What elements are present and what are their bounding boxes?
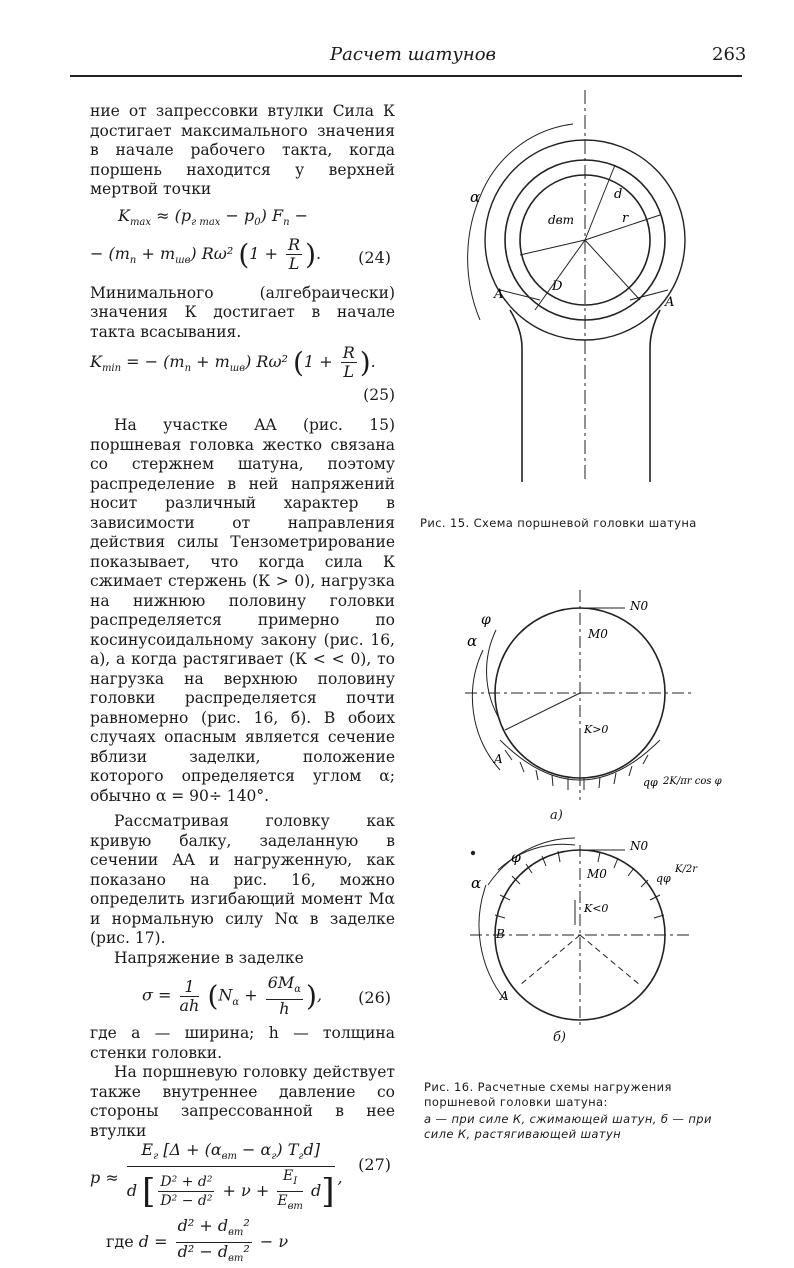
fig16b-label-kneg: K<0 — [584, 902, 609, 915]
page-number: 263 — [712, 44, 747, 65]
fig15-label-D: D — [552, 279, 563, 294]
fig16a-label-qformula: 2K/πr cos φ — [663, 776, 722, 787]
fig16b-label-a: A — [500, 989, 509, 1003]
fig16b-label-qformula: K/2r — [675, 864, 697, 875]
paragraph-1: ние от запрессовки втулки Сила К достигает максимального значения в начале рабочего такта, когда поршень находится у верхней мертвой точки — [90, 102, 395, 198]
equation-26: σ = $\frac{1}{ah}$ ($N_\alpha$ + $\frac{6M_\alpha}{h}$ ), (26) — [142, 973, 391, 1019]
fig16b-label-m0: M0 — [587, 867, 607, 881]
equation-d-definition: где d = $\frac{d^2 + d_{вт}^2}{d^2 - d_{вт}^2}$ − ν — [106, 1216, 289, 1265]
fig15-label-a-left: A — [494, 287, 504, 302]
paragraph-2: Минимального (алгебраически) значения К достигает в начале такта всасывания. — [90, 283, 395, 341]
figure-16b-label: б) — [553, 1030, 567, 1045]
fig16a-label-phi: φ — [481, 612, 491, 628]
paragraph-3: На участке AA (рис. 15) поршневая головка жестко связана со стержнем шатуна, поэтому распределение в ней напряжений носит различный характер в зависимости от направления действия силы Тензометрирование показывает, что когда сила К сжимает стержень (К > 0), нагрузка на нижнюю половину головки распределяется примерно по косинусоидальному закону (рис. 16, а), а когда растягивает (К < < 0), то нагрузка на верхнюю половину головки распределяется почти равномерно (рис. 16, б). В обоих случаях опасным является сечение вблизи заделки, положение которого определяется углом α; обычно α = 90÷ 140°. — [90, 416, 395, 805]
equation-24-number: (24) — [358, 247, 391, 267]
fig16b-label-qphi: qφ — [656, 872, 671, 885]
equation-25-number: (25) — [363, 386, 395, 404]
text-column — [90, 102, 395, 1265]
equation-27: p ≈ $E_г$ [$\Delta + (\alpha_{вт} - \alpha_г)$ $T_гd$] d [ $\frac{\text{D² + d²}}{\text{D² − d²}}$ + ν + $\frac{E_I}{E_{вт}}$ d] , (27) — [90, 1140, 391, 1212]
paragraph-7: На поршневую головку действует также внутреннее давление со стороны запрессованной в нее втулки — [90, 1063, 395, 1140]
paragraph-5: Напряжение в заделке — [114, 948, 304, 967]
fig16a-label-qphi: qφ — [643, 776, 658, 789]
fig15-label-r: r — [622, 211, 629, 226]
equation-26-number: (26) — [358, 988, 391, 1007]
equation-24-line-1: $K_{max} \approx (p_{г max} - p_0) F_п$ − — [118, 205, 309, 228]
equation-24-line-2: − $(m_п + m_{шв})$ Rω² (1 + $\frac{R}{L}$ ). (24) — [90, 234, 391, 273]
figure-15-caption: Рис. 15. Схема поршневой головки шатуна — [420, 516, 697, 530]
fig16a-label-kpos: K>0 — [584, 723, 609, 736]
fig15-label-a-right: A — [665, 295, 675, 310]
equation-25: $K_{min}$ = − $(m_п + m_{шв})$ Rω² (1 + $\frac{R}{L}$ ). — [90, 343, 376, 381]
figure-16-caption-title: Рис. 16. Расчетные схемы нагружения поршневой головки шатуна: — [424, 1080, 672, 1109]
figure-16a-label: а) — [550, 808, 563, 823]
fig16b-label-phi: φ — [511, 850, 521, 866]
fig16b-dot — [471, 851, 475, 855]
fig16a-label-m0: M0 — [588, 627, 608, 641]
figure-16-caption-body: а — при силе К, сжимающей шатун, б — при силе К, растягивающей шатун — [424, 1112, 712, 1141]
fig16b-label-b: B — [496, 927, 505, 941]
fig16b-label-n0: N0 — [630, 839, 649, 853]
equation-27-number: (27) — [358, 1155, 391, 1174]
paragraph-6: где а — ширина; h — толщина стенки головки. — [90, 1024, 395, 1062]
header-rule — [70, 75, 742, 77]
fig15-label-d: d — [614, 187, 623, 202]
fig16b-label-alpha: α — [471, 874, 482, 892]
fig16a-label-a: A — [494, 752, 503, 766]
fig15-label-dvt: dвт — [548, 213, 575, 227]
running-header-title: Расчет шатунов — [330, 44, 497, 65]
fig16a-label-alpha: α — [467, 632, 478, 650]
paragraph-4: Рассматривая головку как кривую балку, заделанную в сечении AA и нагруженную, как показано на рис. 16, можно определить изгибающий момент Mα и нормальную силу Nα в заделке (рис. 17). — [90, 812, 395, 947]
fig15-label-alpha: α — [470, 188, 481, 206]
fig16a-label-n0: N0 — [630, 599, 649, 613]
